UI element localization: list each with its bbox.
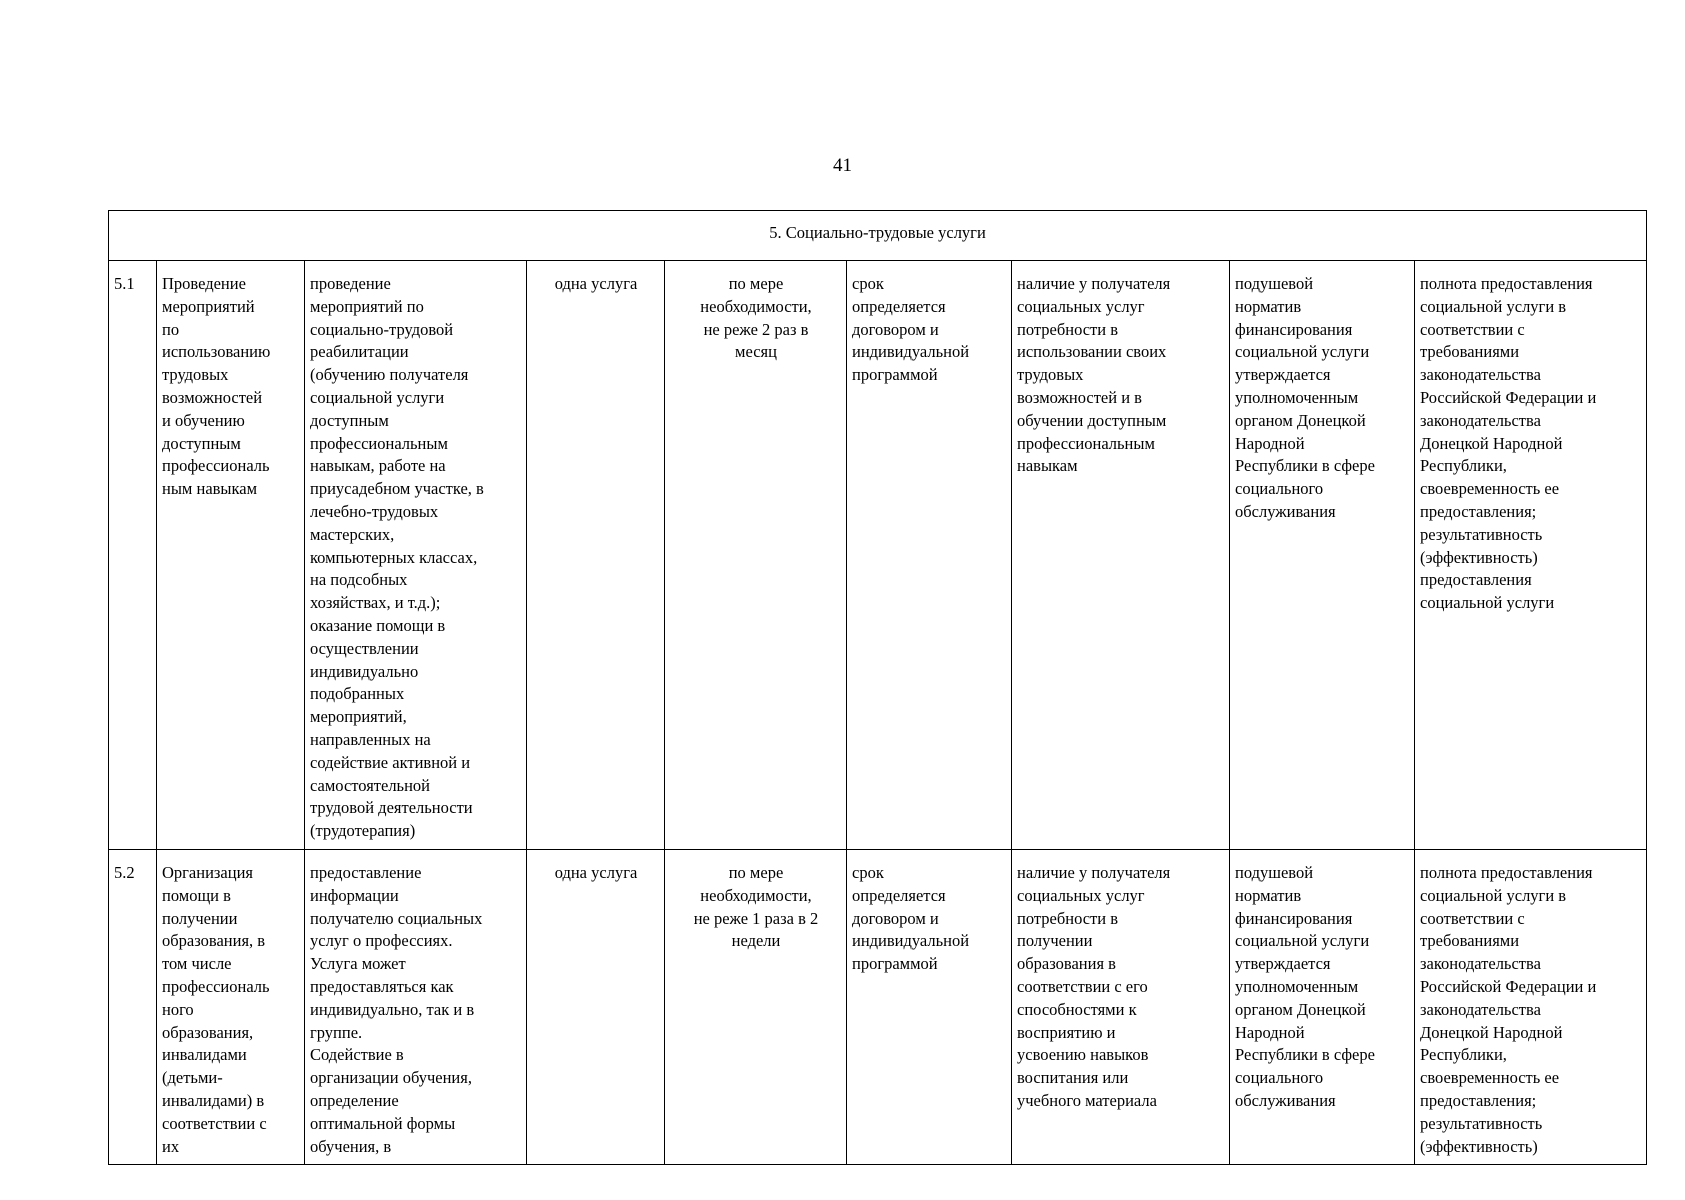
cell-line: по мере [728, 274, 784, 293]
cell-line: своевременность ее [1420, 479, 1560, 499]
cell-line: использовании своих [1017, 342, 1167, 362]
service-financing-cell [1230, 261, 1415, 850]
cell-line: не реже 2 раз в [703, 319, 809, 339]
cell-line: полнота предоставления [1420, 274, 1593, 293]
cell-line: социальной услуги в [1420, 296, 1567, 316]
cell-line: Республики в сфере [1235, 1045, 1375, 1065]
cell-line: Республики в сфере [1235, 456, 1375, 476]
cell-line: образования, [162, 1022, 254, 1042]
cell-line: (обучению получателя [310, 365, 469, 385]
cell-line: определяется [852, 296, 946, 316]
cell-line: социально-трудовой [310, 319, 454, 339]
cell-line: оказание помощи в [310, 615, 446, 635]
services-table [108, 210, 1647, 1165]
cell-line: не реже 1 раза в 2 [693, 908, 819, 928]
cell-line: утверждается [1235, 365, 1331, 385]
cell-line: индивидуально [310, 661, 419, 681]
cell-line: подушевой [1235, 274, 1314, 293]
table-row [109, 850, 1647, 1165]
cell-line: (эффективность) [1420, 547, 1538, 567]
cell-line: недели [731, 931, 781, 951]
cell-line: приусадебном участке, в [310, 479, 484, 499]
cell-line: реабилитации [310, 342, 409, 362]
cell-line: Российской Федерации и [1420, 976, 1597, 996]
cell-line: обучении доступным [1017, 410, 1167, 430]
cell-line: направленных на [310, 729, 431, 749]
service-term-cell [847, 261, 1012, 850]
cell-line: предоставляться как [310, 976, 454, 996]
cell-line: предоставление [310, 863, 422, 882]
cell-line: результативность [1420, 1113, 1543, 1133]
cell-line: Республики, [1420, 1045, 1507, 1065]
cell-line: финансирования [1235, 908, 1353, 928]
cell-line: компьютерных классах, [310, 547, 478, 567]
cell-line: индивидуальной [852, 931, 970, 951]
cell-line: организации обучения, [310, 1068, 472, 1088]
cell-line: предоставления; [1420, 501, 1537, 521]
cell-line: финансирования [1235, 319, 1353, 339]
cell-line: подобранных [310, 684, 405, 704]
cell-line: по [162, 319, 180, 339]
cell-line: одна услуга [554, 274, 638, 293]
cell-line: навыкам, работе на [310, 456, 446, 476]
cell-line: социальной услуги в [1420, 885, 1567, 905]
cell-line: Республики, [1420, 456, 1507, 476]
cell-line: требованиями [1420, 342, 1520, 362]
cell-line: индивидуально, так и в [310, 999, 475, 1019]
cell-line: (детьми- [162, 1068, 223, 1088]
cell-line: профессиональным [310, 433, 448, 453]
cell-line: требованиями [1420, 931, 1520, 951]
cell-line: органом Донецкой [1235, 999, 1366, 1019]
section-title: 5. Социально-трудовые услуги [109, 211, 1647, 261]
service-quality-cell [1415, 261, 1647, 850]
cell-line: своевременность ее [1420, 1068, 1560, 1088]
service-unit-cell [527, 850, 665, 1165]
cell-line: наличие у получателя [1017, 274, 1171, 293]
cell-line: возможностей [162, 387, 263, 407]
cell-line: трудовых [162, 365, 229, 385]
cell-line: предоставления; [1420, 1090, 1537, 1110]
cell-line: законодательства [1420, 410, 1541, 430]
cell-line: профессиональ [162, 976, 270, 996]
cell-line: законодательства [1420, 365, 1541, 385]
cell-line: учебного материала [1017, 1090, 1157, 1110]
cell-line: Донецкой Народной [1420, 1022, 1563, 1042]
cell-line: возможностей и в [1017, 387, 1142, 407]
cell-line: помощи в [162, 885, 231, 905]
cell-line: трудовой деятельности [310, 798, 473, 818]
cell-line: социальной услуги [1235, 931, 1370, 951]
cell-line: результативность [1420, 524, 1543, 544]
cell-line: соответствии с [1420, 908, 1525, 928]
page-number: 41 [833, 155, 852, 176]
cell-line: том числе [162, 954, 232, 974]
cell-line: их [162, 1136, 180, 1156]
cell-line: хозяйствах, и т.д.); [310, 593, 441, 613]
cell-line: лечебно-трудовых [310, 501, 439, 521]
cell-line: социальной услуги [1420, 593, 1555, 613]
service-unit-cell [527, 261, 665, 850]
cell-line: Народной [1235, 433, 1305, 453]
cell-line: (эффективность) [1420, 1136, 1538, 1156]
cell-line: инвалидами) в [162, 1090, 265, 1110]
cell-line: Народной [1235, 1022, 1305, 1042]
cell-line: и обучению [162, 410, 245, 430]
cell-line: утверждается [1235, 954, 1331, 974]
cell-line: Организация [162, 863, 254, 882]
cell-line: уполномоченным [1235, 976, 1359, 996]
cell-line: ным навыкам [162, 479, 258, 499]
cell-line: социальной услуги [1235, 342, 1370, 362]
cell-line: социальных услуг [1017, 885, 1145, 905]
cell-line: социальной услуги [310, 387, 445, 407]
cell-line: трудовых [1017, 365, 1084, 385]
cell-line: навыкам [1017, 456, 1078, 476]
service-quality-cell [1415, 850, 1647, 1165]
cell-line: Содействие в [310, 1045, 404, 1065]
cell-line: необходимости, [700, 296, 812, 316]
service-financing-cell [1230, 850, 1415, 1165]
cell-line: воспитания или [1017, 1068, 1129, 1088]
cell-line: необходимости, [700, 885, 812, 905]
cell-line: осуществлении [310, 638, 419, 658]
cell-line: усвоению навыков [1017, 1045, 1149, 1065]
cell-line: программой [852, 365, 938, 385]
cell-line: законодательства [1420, 999, 1541, 1019]
cell-line: услуг о профессиях. [310, 931, 453, 951]
cell-line: соответствии с его [1017, 976, 1148, 996]
cell-line: Донецкой Народной [1420, 433, 1563, 453]
cell-line: обслуживания [1235, 501, 1336, 521]
cell-line: полнота предоставления [1420, 863, 1593, 882]
service-name-cell [157, 261, 305, 850]
cell-line: потребности в [1017, 908, 1119, 928]
cell-line: проведение [310, 274, 391, 293]
service-name-cell [157, 850, 305, 1165]
service-term-cell [847, 850, 1012, 1165]
cell-line: соответствии с [162, 1113, 267, 1133]
service-condition-cell [1012, 850, 1230, 1165]
cell-line: социального [1235, 1068, 1324, 1088]
cell-line: наличие у получателя [1017, 863, 1171, 882]
cell-line: доступным [310, 410, 389, 430]
cell-line: по мере [728, 863, 784, 882]
cell-line: профессиональным [1017, 433, 1155, 453]
cell-line: соответствии с [1420, 319, 1525, 339]
cell-line: способностями к [1017, 999, 1137, 1019]
cell-line: мероприятий по [310, 296, 424, 316]
cell-line: содействие активной и [310, 752, 471, 772]
table-row [109, 261, 1647, 850]
cell-line: договором и [852, 319, 939, 339]
row-number: 5.2 [109, 850, 157, 1165]
cell-line: Российской Федерации и [1420, 387, 1597, 407]
cell-line: индивидуальной [852, 342, 970, 362]
cell-line: срок [852, 863, 884, 882]
cell-line: самостоятельной [310, 775, 430, 795]
cell-line: предоставления [1420, 570, 1532, 590]
cell-line: доступным [162, 433, 241, 453]
cell-line: мастерских, [310, 524, 395, 544]
row-number: 5.1 [109, 261, 157, 850]
cell-line: обслуживания [1235, 1090, 1336, 1110]
cell-line: использованию [162, 342, 271, 362]
cell-line: мероприятий, [310, 707, 407, 727]
cell-line: мероприятий [162, 296, 255, 316]
cell-line: профессиональ [162, 456, 270, 476]
section-header-row [109, 211, 1647, 261]
service-frequency-cell [665, 261, 847, 850]
cell-line: Проведение [162, 274, 246, 293]
cell-line: норматив [1235, 885, 1302, 905]
cell-line: группе. [310, 1022, 363, 1042]
cell-line: определяется [852, 885, 946, 905]
cell-line: оптимальной формы [310, 1113, 456, 1133]
cell-line: восприятию и [1017, 1022, 1116, 1042]
cell-line: ного [162, 999, 194, 1019]
cell-line: (трудотерапия) [310, 821, 416, 841]
cell-line: инвалидами [162, 1045, 247, 1065]
cell-line: Услуга может [310, 954, 406, 974]
cell-line: потребности в [1017, 319, 1119, 339]
cell-line: информации [310, 885, 399, 905]
service-frequency-cell [665, 850, 847, 1165]
cell-line: уполномоченным [1235, 387, 1359, 407]
cell-line: определение [310, 1090, 399, 1110]
cell-line: образования в [1017, 954, 1116, 974]
service-description-cell [305, 261, 527, 850]
cell-line: органом Донецкой [1235, 410, 1366, 430]
cell-line: программой [852, 954, 938, 974]
cell-line: получении [162, 908, 238, 928]
cell-line: законодательства [1420, 954, 1541, 974]
cell-line: договором и [852, 908, 939, 928]
cell-line: социальных услуг [1017, 296, 1145, 316]
cell-line: срок [852, 274, 884, 293]
cell-line: одна услуга [554, 863, 638, 882]
cell-line: норматив [1235, 296, 1302, 316]
cell-line: месяц [735, 342, 777, 362]
cell-line: на подсобных [310, 570, 408, 590]
cell-line: получении [1017, 931, 1093, 951]
cell-line: подушевой [1235, 863, 1314, 882]
service-description-cell [305, 850, 527, 1165]
service-condition-cell [1012, 261, 1230, 850]
cell-line: образования, в [162, 931, 266, 951]
cell-line: получателю социальных [310, 908, 483, 928]
cell-line: социального [1235, 479, 1324, 499]
cell-line: обучения, в [310, 1136, 392, 1156]
